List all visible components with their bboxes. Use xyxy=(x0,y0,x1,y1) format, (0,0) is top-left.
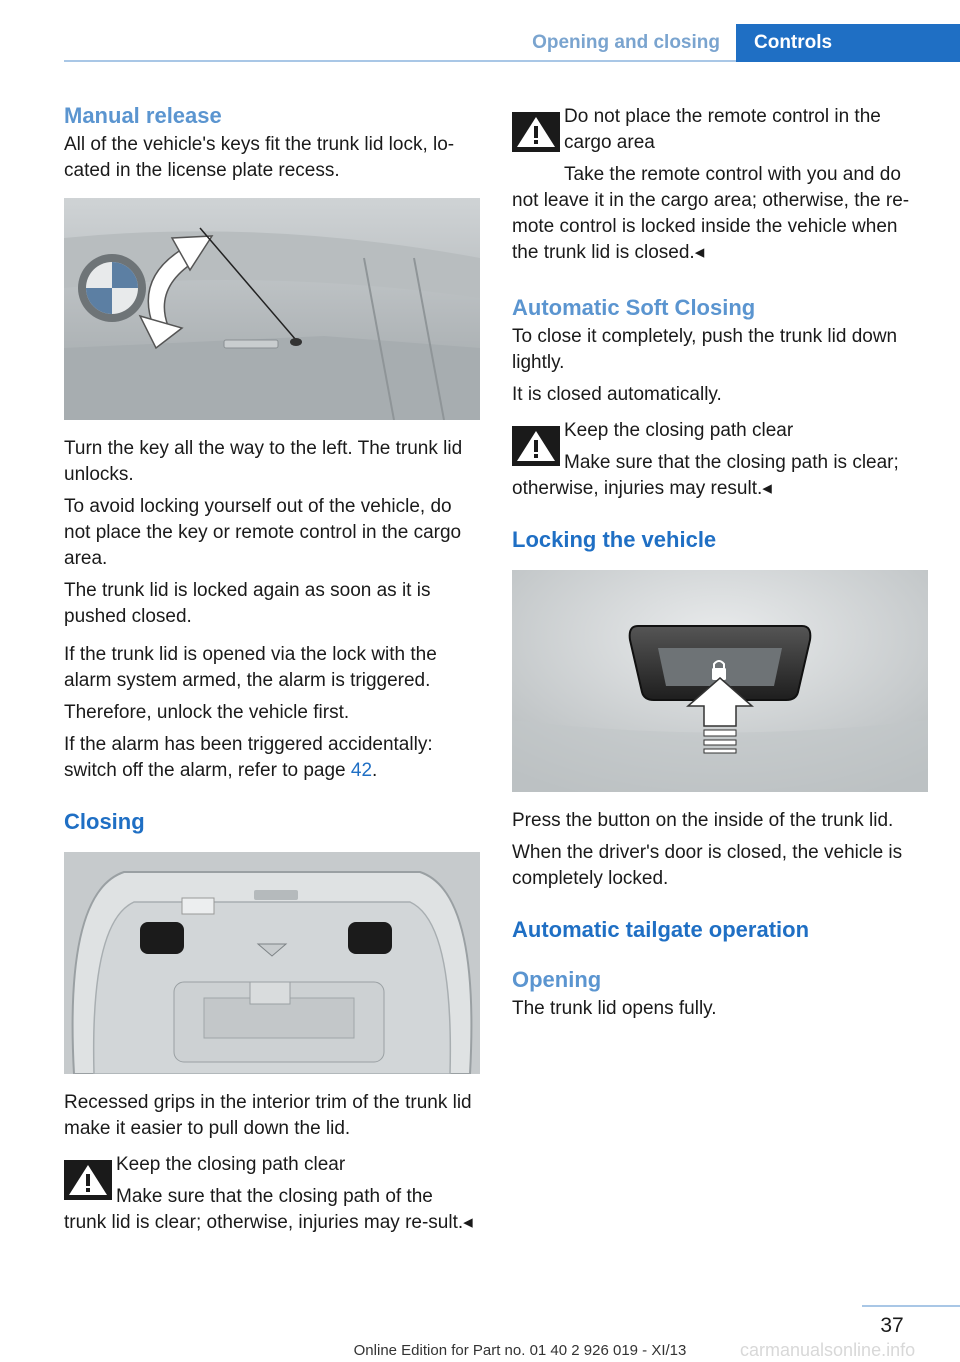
warning-closing-path xyxy=(64,1152,480,1236)
manual-release-p6 xyxy=(64,732,480,784)
warning-triangle-icon xyxy=(512,112,560,152)
manual-release-p1: Turn the key all the way to the left. The trunk lid unlocks. xyxy=(64,438,463,485)
manual-release-p2: To avoid locking yourself out of the vehicle, do not place the key or remote control in the cargo area. xyxy=(64,496,462,569)
heading-tailgate: Automatic tailgate operation xyxy=(512,917,810,942)
manual-release-p6-end: . xyxy=(372,760,378,781)
heading-manual-release: Manual release xyxy=(64,103,222,128)
header-section-title: Opening and closing xyxy=(532,32,720,53)
edition-line: Online Edition for Part no. 01 40 2 926 019 - XI/13 xyxy=(353,1342,687,1359)
left-column xyxy=(64,100,480,1242)
warning-body: Make sure that the closing path of the trunk lid is clear; otherwise, injuries may re-sult.◂ xyxy=(64,1186,473,1233)
warning-body: Make sure that the closing path is clear; otherwise, injuries may result.◂ xyxy=(512,452,899,499)
warning-title: Do not place the remote control in the cargo area xyxy=(564,106,881,153)
manual-release-p4: If the trunk lid is opened via the lock with the alarm system armed, the alarm is triggered. xyxy=(64,644,437,691)
manual-release-p6-text: If the alarm has been triggered accidentally: switch off the alarm, refer to page xyxy=(64,734,433,781)
page-reference-link[interactable]: 42 xyxy=(350,760,373,781)
figure-trunk-lock xyxy=(64,198,480,420)
heading-soft-closing: Automatic Soft Closing xyxy=(512,295,756,320)
header-chapter-tab: Controls xyxy=(736,24,960,62)
warning-title: Keep the closing path clear xyxy=(564,420,794,441)
closing-p1: Recessed grips in the interior trim of the trunk lid make it easier to pull down the lid. xyxy=(64,1092,472,1139)
figure-trunk-interior xyxy=(64,852,480,1074)
warning-body: Take the remote control with you and do not leave it in the cargo area; otherwise, the re-mote control is locked inside the vehicle when the trunk lid is closed.◂ xyxy=(512,164,910,263)
warning-soft-closing-path xyxy=(512,418,928,502)
locking-p2: When the driver's door is closed, the vehicle is completely locked. xyxy=(512,842,903,889)
footer-rule xyxy=(862,1305,960,1307)
manual-release-p5: Therefore, unlock the vehicle first. xyxy=(64,702,350,723)
heading-locking: Locking the vehicle xyxy=(512,527,717,552)
header-rule xyxy=(64,60,736,62)
manual-release-p3: The trunk lid is locked again as soon as it is pushed closed. xyxy=(64,580,431,627)
warning-triangle-icon xyxy=(64,1160,112,1200)
soft-closing-p1: To close it completely, push the trunk lid down lightly. xyxy=(512,326,898,373)
figure-lock-button xyxy=(512,570,928,792)
warning-triangle-icon xyxy=(512,426,560,466)
manual-release-intro: All of the vehicle's keys fit the trunk lid lock, lo-cated in the license plate recess. xyxy=(64,134,455,181)
watermark: carmanualsonline.info xyxy=(740,1340,916,1360)
soft-closing-p2: It is closed automatically. xyxy=(512,384,722,405)
page-number: 37 xyxy=(880,1314,904,1337)
heading-opening: Opening xyxy=(512,967,602,992)
locking-p1: Press the button on the inside of the trunk lid. xyxy=(512,810,894,831)
right-column xyxy=(512,100,928,1028)
warning-title: Keep the closing path clear xyxy=(116,1154,346,1175)
heading-closing: Closing xyxy=(64,809,145,834)
tailgate-p1: The trunk lid opens fully. xyxy=(512,998,717,1019)
warning-remote-control xyxy=(512,104,928,266)
